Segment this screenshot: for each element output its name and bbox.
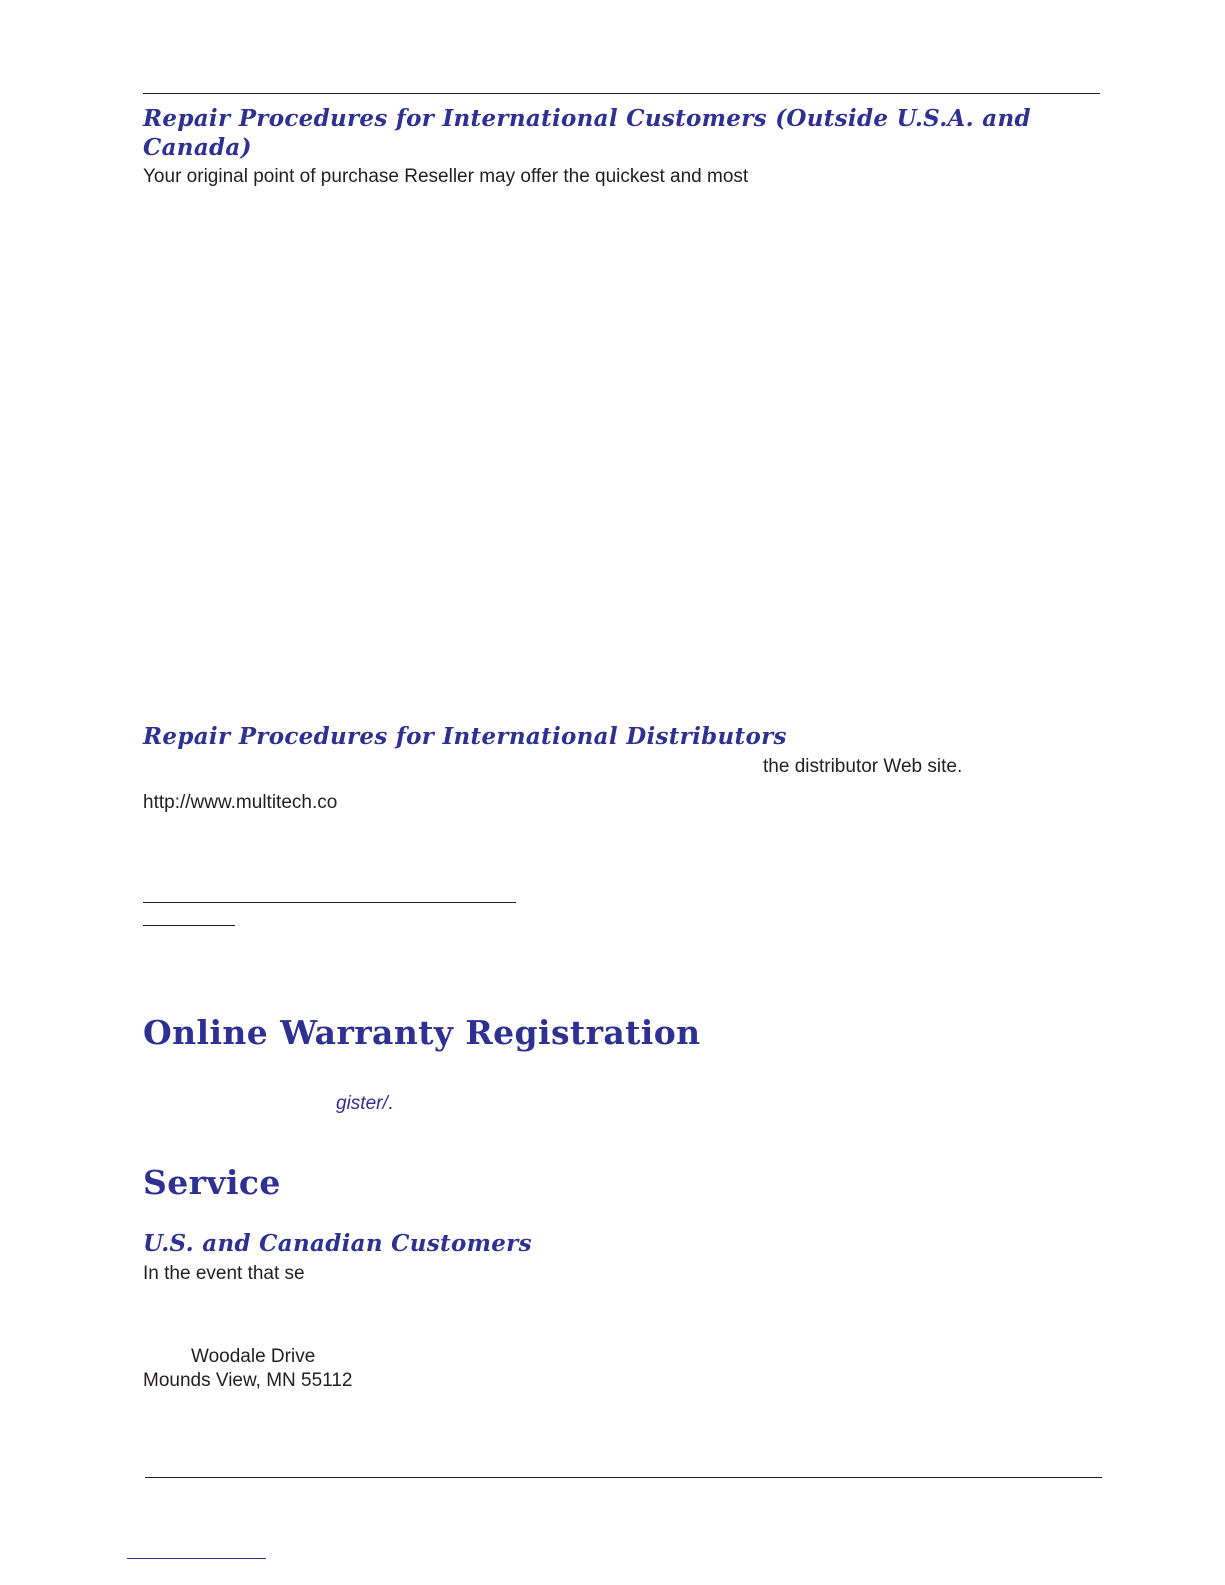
- us-canada-customers-heading: U.S. and Canadian Customers: [143, 1230, 532, 1257]
- bottom-rule: [145, 1477, 1102, 1478]
- address-line-city: Mounds View, MN 55112: [143, 1370, 353, 1391]
- intl-distributors-heading: Repair Procedures for International Distributors: [143, 723, 787, 750]
- address-line-street: Woodale Drive: [191, 1346, 316, 1367]
- online-warranty-heading: Online Warranty Registration: [143, 1013, 701, 1052]
- footer-link-underline: [127, 1558, 266, 1559]
- top-rule: [143, 93, 1100, 94]
- intl-customers-heading-line2: Canada): [143, 134, 252, 161]
- distributor-url-fragment[interactable]: http://www.multitech.co: [143, 792, 338, 813]
- service-heading: Service: [143, 1163, 281, 1202]
- intl-distributors-body-fragment: the distributor Web site.: [763, 756, 963, 777]
- warranty-register-link-fragment[interactable]: [336, 1092, 393, 1116]
- intl-customers-body: Your original point of purchase Reseller may offer the quickest and most: [143, 166, 749, 187]
- us-canada-body-fragment: In the event that se: [143, 1263, 305, 1284]
- intl-customers-heading: [143, 104, 1100, 162]
- link-underline-long: [143, 902, 516, 903]
- warranty-register-link-suffix: .: [387, 1093, 394, 1114]
- intl-customers-heading-line1: Repair Procedures for International Customers (Outside U.S.A. and: [143, 105, 1031, 132]
- warranty-register-link-text[interactable]: gister/: [336, 1093, 388, 1114]
- link-underline-short: [143, 925, 235, 926]
